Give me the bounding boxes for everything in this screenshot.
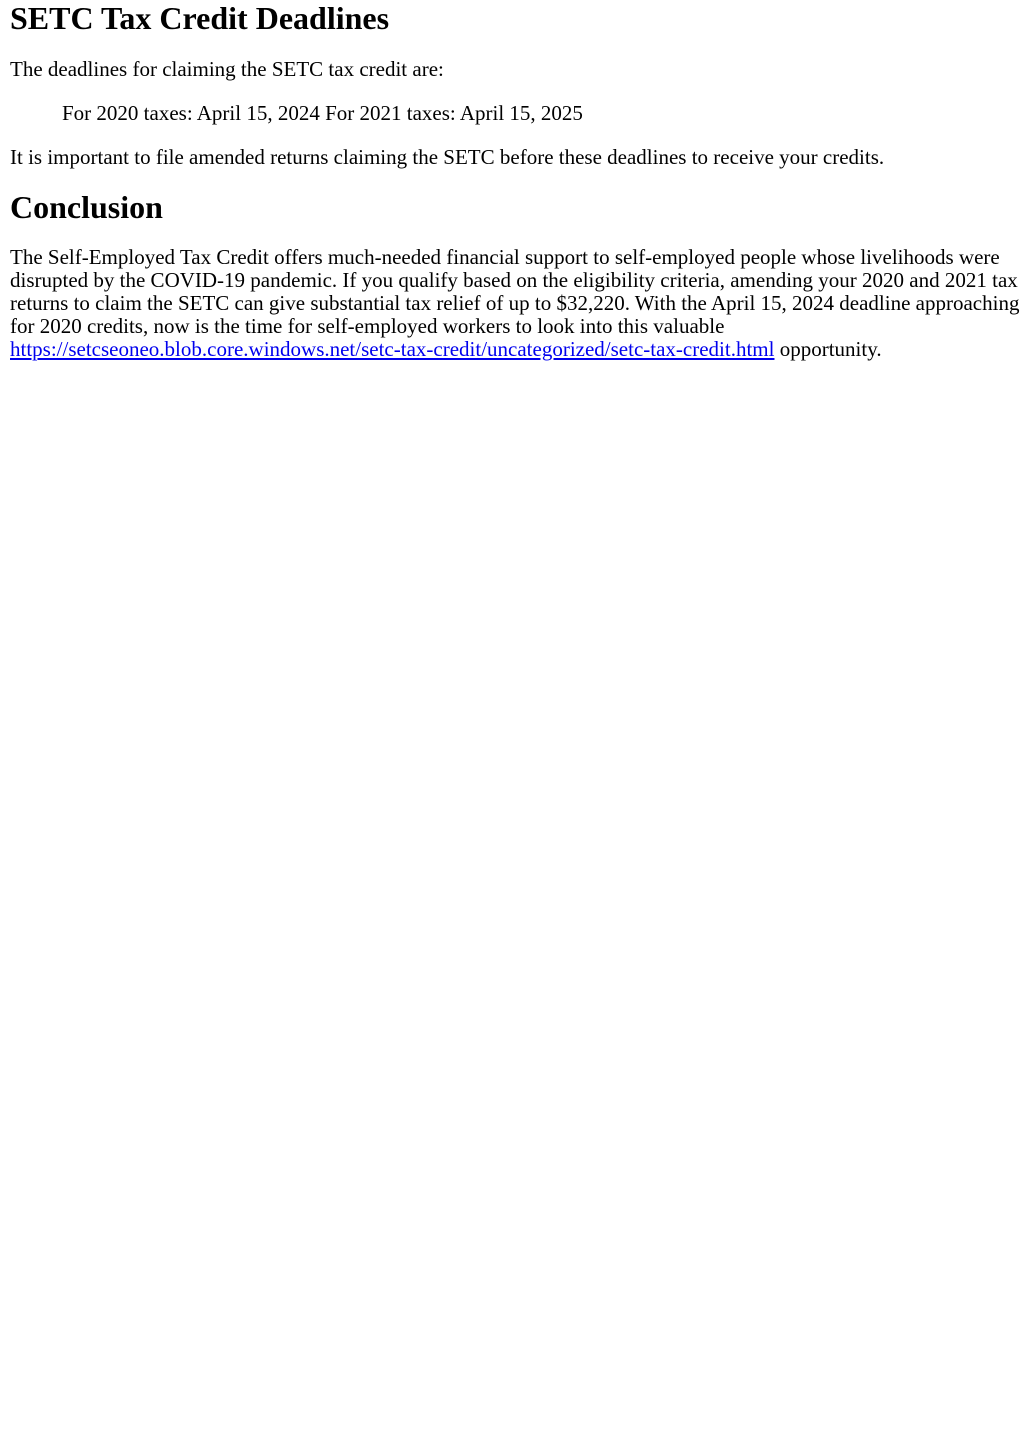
conclusion-text: The Self-Employed Tax Credit offers much-needed financial support to self-employed people whose livelihoods were disrupted by the COVID-19 pandemic. If you qualify based on the eligibility criteria, amending your 2020 and 2021 tax returns to claim the SETC can give substantial tax relief of up to $32,220. With the April 15, 2024 deadline approaching for 2020 credits, now is the time for self-employed workers to look into this valuable bbox=[10, 245, 1020, 338]
deadlines-blockquote: For 2020 taxes: April 15, 2024 For 2021 taxes: April 15, 2025 bbox=[62, 101, 583, 125]
intro-paragraph: The deadlines for claiming the SETC tax credit are: bbox=[10, 57, 444, 81]
setc-article-link[interactable]: https://setcseoneo.blob.core.windows.net/setc-tax-credit/uncategorized/setc-tax-credit.html bbox=[10, 337, 775, 361]
conclusion-tail: opportunity. bbox=[774, 337, 882, 361]
conclusion-paragraph bbox=[10, 246, 1020, 361]
important-paragraph: It is important to file amended returns claiming the SETC before these deadlines to receive your credits. bbox=[10, 145, 885, 169]
page-title: SETC Tax Credit Deadlines bbox=[10, 0, 390, 36]
conclusion-heading: Conclusion bbox=[10, 189, 163, 225]
